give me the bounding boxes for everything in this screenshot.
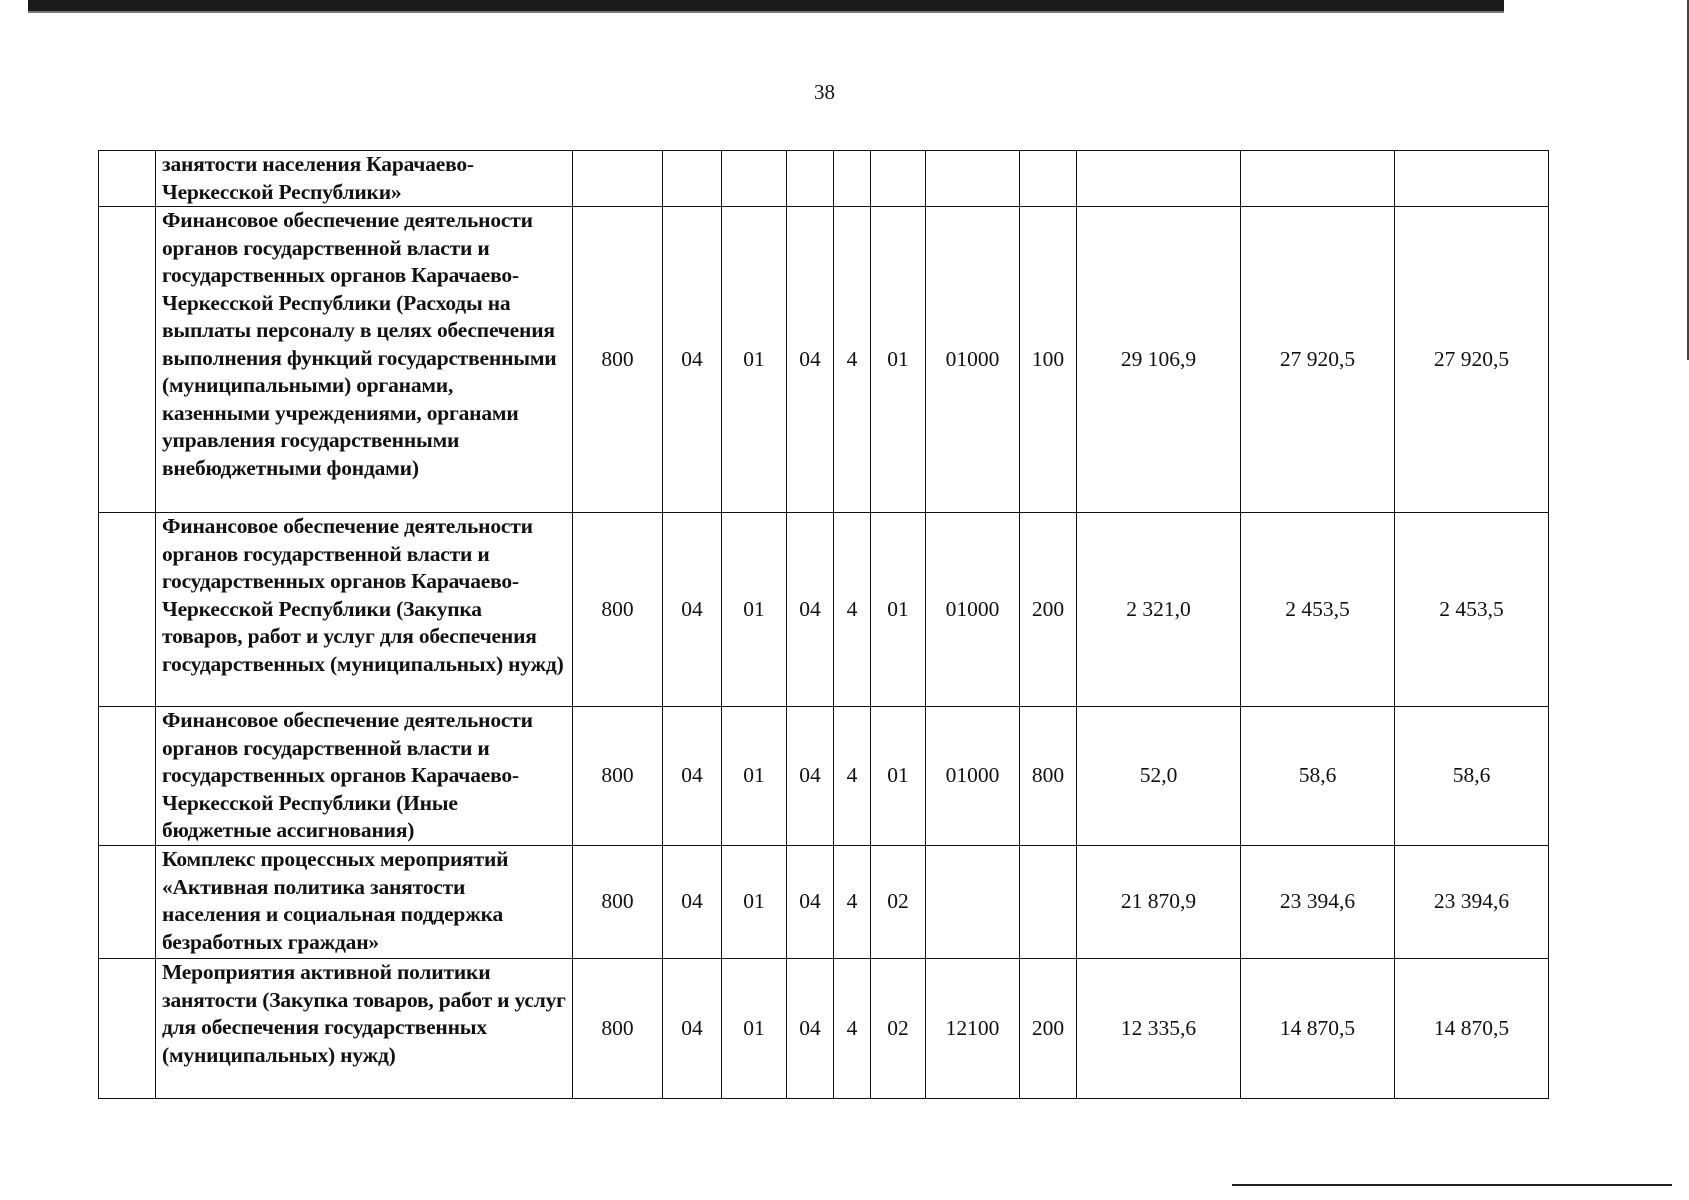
code-type: 4 [834, 513, 871, 707]
amount-year-3: 14 870,5 [1395, 959, 1549, 1099]
code-subsection [722, 151, 787, 207]
item-name: Комплекс процессных мероприятий «Активная политика занятости населения и социальная поддержка безработных граждан» [156, 846, 573, 959]
code-type: 4 [834, 959, 871, 1099]
code-direction [926, 846, 1020, 959]
code-ministry: 800 [573, 846, 663, 959]
code-type [834, 151, 871, 207]
code-structural: 02 [871, 846, 926, 959]
row-index-cell [99, 959, 156, 1099]
code-ministry [573, 151, 663, 207]
amount-year-3: 2 453,5 [1395, 513, 1549, 707]
amount-year-1: 52,0 [1077, 707, 1241, 846]
row-index-cell [99, 151, 156, 207]
code-section [663, 151, 722, 207]
row-index-cell [99, 513, 156, 707]
amount-year-1: 21 870,9 [1077, 846, 1241, 959]
bottom-border-rule [1232, 1184, 1672, 1186]
item-name: Финансовое обеспечение деятельности органов государственной власти и государственных органов Карачаево-Черкесской Республики (Расходы на выплаты персоналу в целях обеспечения выполнения функций государственными (муниципальными) органами, казенными учреждениями, органами управления государственными внебюджетными фондами) [156, 207, 573, 513]
amount-year-1: 29 106,9 [1077, 207, 1241, 513]
code-program: 04 [787, 707, 834, 846]
code-subsection: 01 [722, 846, 787, 959]
code-type: 4 [834, 707, 871, 846]
table-row [99, 959, 1549, 1099]
top-border-rule [28, 0, 1504, 11]
code-direction: 12100 [926, 959, 1020, 1099]
code-expense-type: 100 [1020, 207, 1077, 513]
code-structural: 02 [871, 959, 926, 1099]
amount-year-1: 12 335,6 [1077, 959, 1241, 1099]
code-program [787, 151, 834, 207]
amount-year-2 [1241, 151, 1395, 207]
code-program: 04 [787, 513, 834, 707]
amount-year-3: 58,6 [1395, 707, 1549, 846]
amount-year-2: 58,6 [1241, 707, 1395, 846]
code-section: 04 [663, 707, 722, 846]
code-subsection: 01 [722, 513, 787, 707]
amount-year-3 [1395, 151, 1549, 207]
code-direction: 01000 [926, 707, 1020, 846]
code-structural: 01 [871, 707, 926, 846]
row-index-cell [99, 207, 156, 513]
top-border-rule-thin [28, 11, 1504, 13]
row-index-cell [99, 846, 156, 959]
code-program: 04 [787, 846, 834, 959]
amount-year-2: 14 870,5 [1241, 959, 1395, 1099]
code-direction: 01000 [926, 207, 1020, 513]
code-structural: 01 [871, 513, 926, 707]
code-ministry: 800 [573, 959, 663, 1099]
item-name: Мероприятия активной политики занятости (Закупка товаров, работ и услуг для обеспечения государственных (муниципальных) нужд) [156, 959, 573, 1099]
table-row [99, 513, 1549, 707]
code-type: 4 [834, 207, 871, 513]
table-row [99, 207, 1549, 513]
amount-year-1 [1077, 151, 1241, 207]
code-direction [926, 151, 1020, 207]
code-program: 04 [787, 959, 834, 1099]
code-expense-type: 200 [1020, 959, 1077, 1099]
amount-year-2: 27 920,5 [1241, 207, 1395, 513]
amount-year-2: 23 394,6 [1241, 846, 1395, 959]
code-expense-type: 200 [1020, 513, 1077, 707]
code-expense-type [1020, 846, 1077, 959]
table-row [99, 151, 1549, 207]
code-type: 4 [834, 846, 871, 959]
code-ministry: 800 [573, 707, 663, 846]
code-subsection: 01 [722, 959, 787, 1099]
code-section: 04 [663, 207, 722, 513]
code-ministry: 800 [573, 513, 663, 707]
row-index-cell [99, 707, 156, 846]
code-section: 04 [663, 513, 722, 707]
code-section: 04 [663, 959, 722, 1099]
amount-year-2: 2 453,5 [1241, 513, 1395, 707]
code-expense-type [1020, 151, 1077, 207]
code-ministry: 800 [573, 207, 663, 513]
code-structural: 01 [871, 207, 926, 513]
amount-year-3: 27 920,5 [1395, 207, 1549, 513]
page-number: 38 [814, 80, 835, 104]
code-program: 04 [787, 207, 834, 513]
code-subsection: 01 [722, 707, 787, 846]
table-row [99, 707, 1549, 846]
amount-year-1: 2 321,0 [1077, 513, 1241, 707]
code-structural [871, 151, 926, 207]
item-name: Финансовое обеспечение деятельности органов государственной власти и государственных органов Карачаево-Черкесской Республики (Иные бюджетные ассигнования) [156, 707, 573, 846]
code-expense-type: 800 [1020, 707, 1077, 846]
code-direction: 01000 [926, 513, 1020, 707]
budget-table [98, 150, 1549, 1099]
item-name: занятости населения Карачаево-Черкесской Республики» [156, 151, 573, 207]
code-section: 04 [663, 846, 722, 959]
code-subsection: 01 [722, 207, 787, 513]
table-row [99, 846, 1549, 959]
amount-year-3: 23 394,6 [1395, 846, 1549, 959]
item-name: Финансовое обеспечение деятельности органов государственной власти и государственных органов Карачаево-Черкесской Республики (Закупка товаров, работ и услуг для обеспечения государственных (муниципальных) нужд) [156, 513, 573, 707]
